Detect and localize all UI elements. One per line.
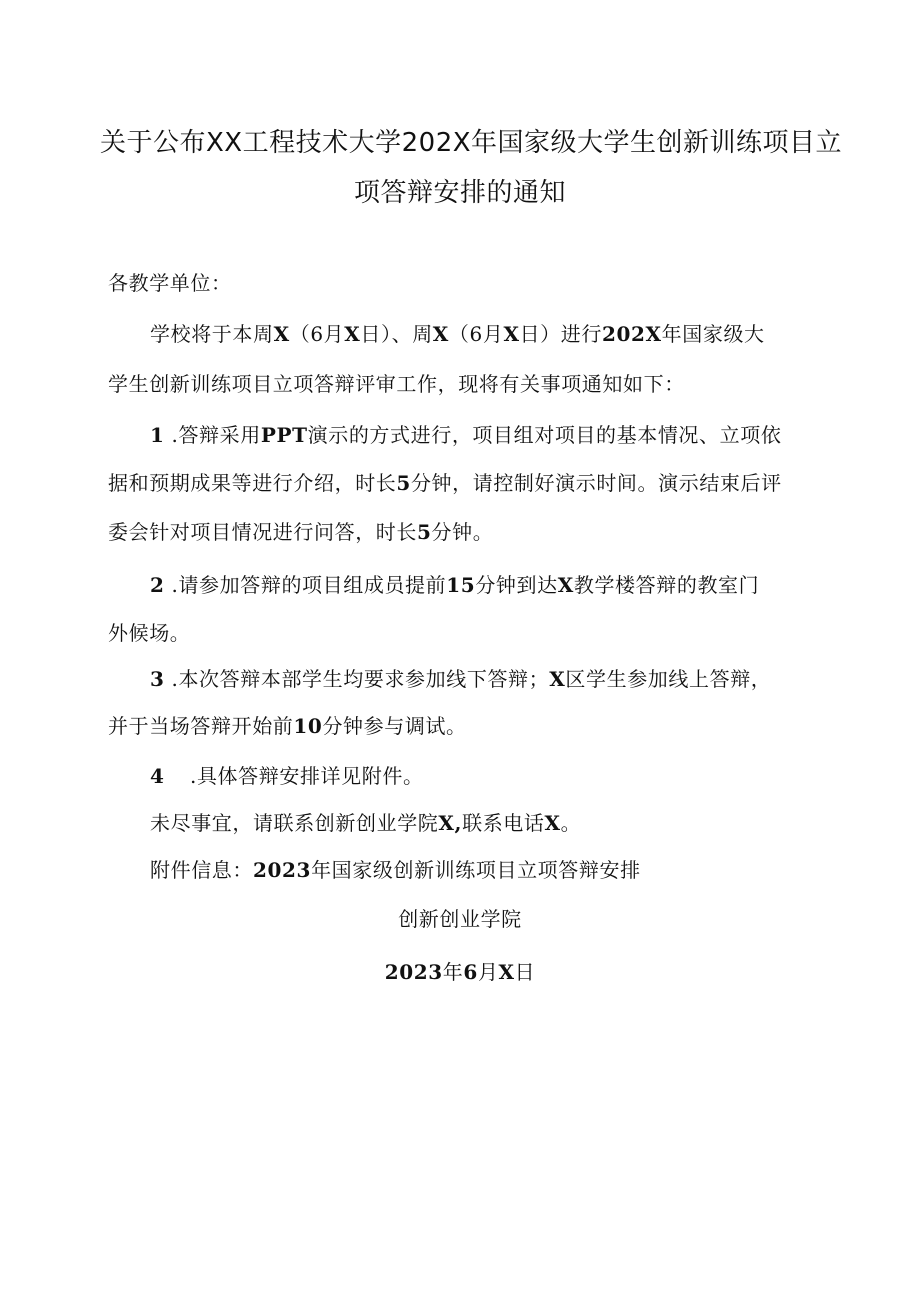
item-3-line-2: 并于当场答辩开始前10分钟参与调试。 (108, 714, 467, 738)
item-4-number: 4 (150, 764, 165, 788)
item-2-line-1: 2 .请参加答辩的项目组成员提前15分钟到达X教学楼答辩的教室门 (150, 573, 760, 597)
item-1-line-2: 据和预期成果等进行介绍，时长5分钟，请控制好演示时间。演示结束后评 (108, 471, 782, 495)
item-1-number: 1 (150, 423, 165, 447)
intro-line-1: 学校将于本周X（6月X日）、周X（6月X日）进行202X年国家级大 (150, 322, 765, 346)
item-3-number: 3 (150, 667, 165, 691)
attachment-line: 附件信息：2023年国家级创新训练项目立项答辩安排 (150, 858, 641, 882)
item-2-line-2: 外候场。 (108, 621, 191, 645)
item-1-line-3: 委会针对项目情况进行问答，时长5分钟。 (108, 520, 494, 544)
item-3-line-1: 3 .本次答辩本部学生均要求参加线下答辩；X区学生参加线上答辩， (150, 667, 772, 691)
document-date: 2023年6月X日 (384, 960, 536, 984)
item-2-number: 2 (150, 573, 165, 597)
document-title-line-2: 项答辩安排的通知 (353, 178, 566, 208)
item-1-line-1: 1 .答辩采用PPT演示的方式进行，项目组对项目的基本情况、立项依 (150, 423, 782, 447)
salutation: 各教学单位： (108, 271, 232, 295)
intro-line-2: 学生创新训练项目立项答辩评审工作，现将有关事项通知如下： (108, 372, 685, 396)
item-4-line: 4 .具体答辩安排详见附件。 (150, 764, 424, 788)
contact-line: 未尽事宜，请联系创新创业学院X,联系电话X。 (150, 811, 582, 835)
signature: 创新创业学院 (398, 907, 522, 931)
document-title-line-1: 关于公布XX工程技术大学202X年国家级大学生创新训练项目立 (100, 128, 843, 158)
